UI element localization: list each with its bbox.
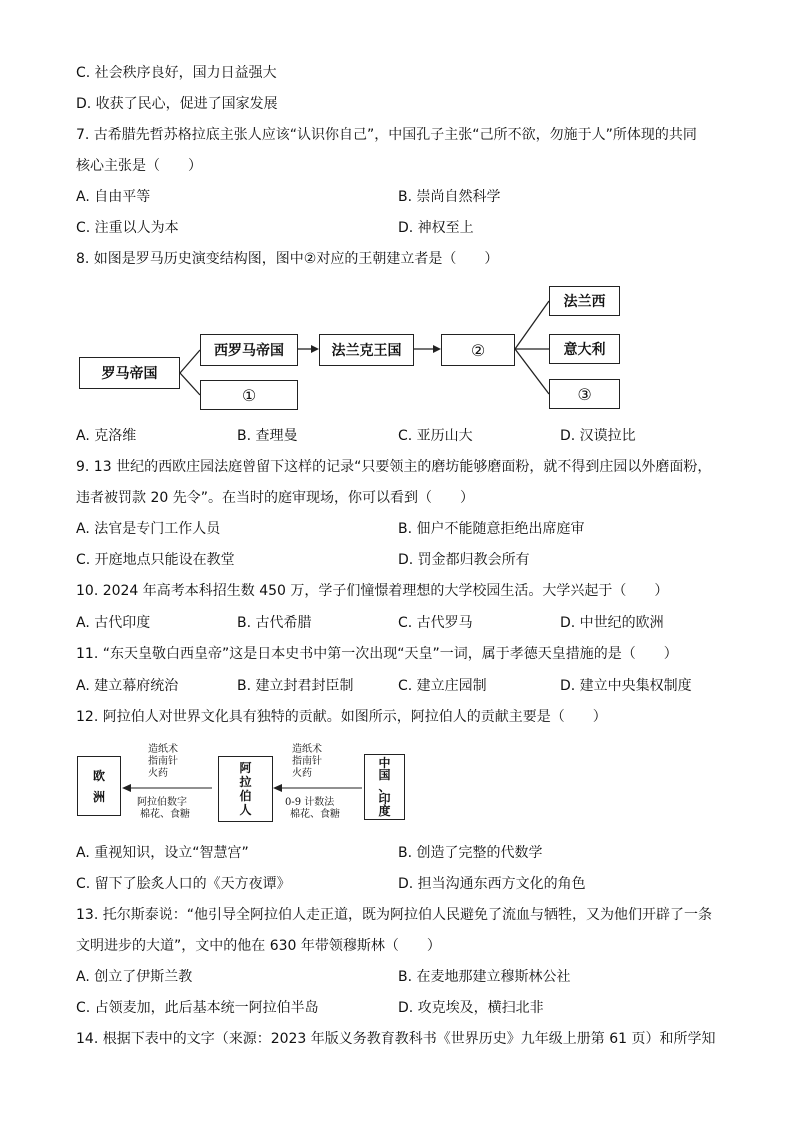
option-d-q6: D. 收获了民心，促进了国家发展 — [76, 96, 278, 112]
china-india-char-3: 、 — [378, 780, 391, 794]
blank-3-box: ③ — [549, 379, 620, 409]
question-13-line1: 13. 托尔斯泰说：“他引导全阿拉伯人走正道，既为阿拉伯人民避免了流血与牺牲，又为他们开辟了一条 — [76, 907, 712, 923]
q10-option-d: D. 中世纪的欧洲 — [560, 615, 664, 631]
arab-box — [218, 756, 273, 822]
left-top-label-1: 造纸术 — [148, 744, 178, 755]
q7-option-a: A. 自由平等 — [76, 189, 151, 205]
q10-option-a: A. 古代印度 — [76, 615, 151, 631]
q9-option-a: A. 法官是专门工作人员 — [76, 521, 221, 537]
frank-kingdom-box: 法兰克王国 — [319, 334, 414, 366]
q10-option-c: C. 古代罗马 — [398, 615, 473, 631]
q8-option-a: A. 克洛维 — [76, 428, 137, 444]
question-8: 8. 如图是罗马历史演变结构图，图中②对应的王朝建立者是（ ） — [76, 251, 499, 267]
q8-option-d: D. 汉谟拉比 — [560, 428, 636, 444]
question-7-line2: 核心主张是（ ） — [76, 158, 202, 174]
arab-char-4: 人 — [239, 803, 252, 817]
question-12: 12. 阿拉伯人对世界文化具有独特的贡献。如图所示，阿拉伯人的贡献主要是（ ） — [76, 709, 607, 725]
question-9-line1: 9. 13 世纪的西欧庄园法庭曾留下这样的记录“只要领主的磨坊能够磨面粉，就不得到庄园以外磨面粉， — [76, 459, 712, 475]
roman-empire-box: 罗马帝国 — [79, 357, 180, 389]
q8-option-c: C. 亚历山大 — [398, 428, 473, 444]
china-india-char-5: 度 — [378, 804, 391, 818]
q7-option-c: C. 注重以人为本 — [76, 220, 179, 236]
blank-1-box: ① — [200, 380, 298, 410]
right-bottom-label-1: 0-9 计数法 — [285, 797, 335, 808]
blank-2-box: ② — [441, 334, 515, 366]
q10-option-b: B. 古代希腊 — [237, 615, 312, 631]
q9-option-c: C. 开庭地点只能设在教堂 — [76, 552, 235, 568]
right-bottom-label-2: 棉花、食糖 — [290, 809, 340, 820]
arab-char-2: 拉 — [239, 775, 252, 789]
europe-char-2: 洲 — [92, 790, 105, 804]
q11-option-c: C. 建立庄园制 — [398, 678, 487, 694]
q11-option-a: A. 建立幕府统治 — [76, 678, 179, 694]
right-top-label-1: 造纸术 — [292, 744, 322, 755]
question-14: 14. 根据下表中的文字（来源：2023 年版义务教育教科书《世界历史》九年级上册第 61 页）和所学知 — [76, 1031, 716, 1047]
q11-option-d: D. 建立中央集权制度 — [560, 678, 692, 694]
france-box: 法兰西 — [549, 286, 620, 316]
right-top-label-3: 火药 — [292, 768, 312, 779]
china-india-box — [364, 754, 405, 820]
left-top-label-3: 火药 — [148, 768, 168, 779]
q8-option-b: B. 查理曼 — [237, 428, 298, 444]
china-india-char-2: 国 — [378, 768, 391, 782]
europe-char-1: 欧 — [92, 769, 105, 783]
china-india-char-4: 印 — [378, 792, 391, 806]
q12-option-a: A. 重视知识，设立“智慧宫” — [76, 845, 249, 861]
option-c-q6: C. 社会秩序良好，国力日益强大 — [76, 65, 277, 81]
q13-option-a: A. 创立了伊斯兰教 — [76, 969, 193, 985]
italy-box: 意大利 — [549, 334, 620, 364]
question-11: 11. “东天皇敬白西皇帝”这是日本史书中第一次出现“天皇”一词，属于孝德天皇措施的是（ ） — [76, 646, 678, 662]
q9-option-d: D. 罚金都归教会所有 — [398, 552, 530, 568]
west-rome-box: 西罗马帝国 — [200, 334, 298, 366]
q12-option-c: C. 留下了脍炙人口的《天方夜谭》 — [76, 876, 291, 892]
question-13-line2: 文明进步的大道”，文中的他在 630 年带领穆斯林（ ） — [76, 938, 441, 954]
q12-option-b: B. 创造了完整的代数学 — [398, 845, 543, 861]
q7-option-b: B. 崇尚自然科学 — [398, 189, 501, 205]
arab-char-3: 伯 — [239, 789, 252, 803]
q13-option-d: D. 攻克埃及，横扫北非 — [398, 1000, 544, 1016]
left-bottom-label-2: 棉花、食糖 — [140, 809, 190, 820]
q13-option-b: B. 在麦地那建立穆斯林公社 — [398, 969, 571, 985]
arab-char-1: 阿 — [239, 761, 252, 775]
q12-option-d: D. 担当沟通东西方文化的角色 — [398, 876, 586, 892]
question-10: 10. 2024 年高考本科招生数 450 万，学子们憧憬着理想的大学校园生活。大学兴起于（ ） — [76, 583, 669, 599]
q9-option-b: B. 佃户不能随意拒绝出席庭审 — [398, 521, 585, 537]
left-top-label-2: 指南针 — [148, 756, 178, 767]
right-top-label-2: 指南针 — [292, 756, 322, 767]
q7-option-d: D. 神权至上 — [398, 220, 474, 236]
question-7-line1: 7. 古希腊先哲苏格拉底主张人应该“认识你自己”，中国孔子主张“己所不欲，勿施于人”所体现的共同 — [76, 127, 697, 143]
question-9-line2: 违者被罚款 20 先令”。在当时的庭审现场，你可以看到（ ） — [76, 490, 474, 506]
left-bottom-label-1: 阿拉伯数字 — [137, 797, 187, 808]
q13-option-c: C. 占领麦加，此后基本统一阿拉伯半岛 — [76, 1000, 319, 1016]
q11-option-b: B. 建立封君封臣制 — [237, 678, 354, 694]
europe-box — [77, 756, 121, 816]
china-india-char-1: 中 — [378, 756, 391, 770]
